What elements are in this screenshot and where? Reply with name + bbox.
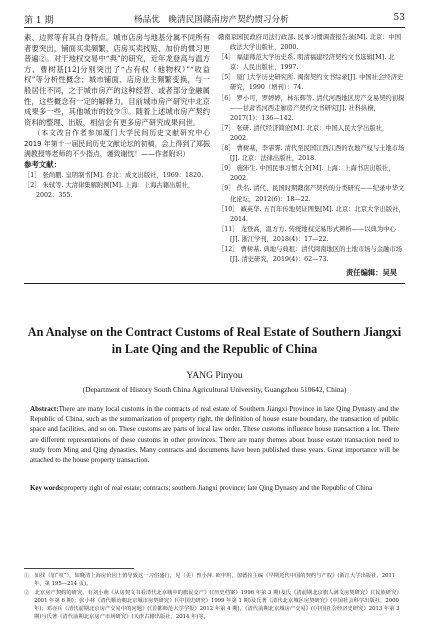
- reference-item: ［12］ 曹树基. 典地与典租：清代闽南地区的土地市场与金融市场[J]. 清史研究，2019(4)：62—73.: [218, 245, 403, 264]
- english-title: [24, 324, 405, 358]
- running-title: 杨品优 晚清民国赣南房产契约惯习分析: [134, 15, 289, 25]
- right-column: [218, 33, 405, 265]
- english-title-line: An Analyse on the Contract Customs of Real Estate of Southern Jiangxi: [27, 325, 402, 339]
- keywords-label: Key words:: [30, 484, 65, 492]
- reference-item: ［8］ 曹树基，李霏霁. 清代至民国江西江西的农地产权与土地市场[J]. 北京：法律出版社，2018.: [218, 145, 405, 163]
- left-column: [24, 33, 210, 201]
- section-divider: [24, 283, 405, 284]
- body-paragraph: 素、边界等有其自身特点。城市店房与地基分属不同所有者要突出，铺面买卖频繁，店房买卖找贴、加价的惯习更普遍②。对于地权交易中“典”的研究，近年龙登高与温方方、曹树基[12]分别突出了“占有权（他物权）”“收益权”等分析性概念；城市铺面、店房业主频繁变换，与一般居住不同，之于城市房产的这种经营、或者部分金融属性，这些概念有一定的解释力。目前城市房产研究中北京成果多一些，其他城市的较少③。随着上述城市房产契约资料的整理、出版，相信会有更多房产研究成果问世。: [24, 33, 210, 127]
- abstract-label: Abstract:: [30, 405, 59, 413]
- reference-item: ［11］ 龙登高，温方方. 传统地权交易形式辨析——以典为中心[J]. 浙江学刊，2018(4)：17—22.: [218, 225, 396, 243]
- reference-item: ［9］ 施沛生. 中国民事习惯大全[M]. 上海：上海书店出版社，2002.: [218, 165, 395, 183]
- reference-item: ［10］ 臧英华. 五百年传地契证图集[M]. 北京：北京大学出版社，2014.: [218, 205, 405, 223]
- english-affiliation: (Department of History South China Agricultural University, Guangzhou 510642, China): [82, 385, 347, 394]
- reference-item: ［2］ 朱轼等. 大清律集解附例[M]. 上海：上海古籍出版社，2002：355.: [24, 181, 195, 200]
- reference-item: ［1］ 张尚鹏. 皇明制书[M]. 台北：成文出版社，1969：1820.: [24, 171, 204, 179]
- author-note: （本文改自作者参加厦门大学民间历史文献研究中心 2019 年第十一届民间历史文献论坛的初稿，会上得到了郑振满教授等老师的不少指点，谨致谢忱！——作者附识）: [24, 129, 210, 158]
- footnote-rule: [24, 568, 134, 569]
- page-number: 53: [393, 13, 405, 23]
- reference-item: ［9］ 佚名. 清代、民国时期赣南产契约的分类研究——纪录中华文化论坛，2012(6)：18—22.: [218, 185, 405, 203]
- responsible-editor: 责任编辑：吴昊: [346, 268, 398, 277]
- reference-item: ［4］ 福建师范大学历史系. 明清福建经济契约文书选辑[M]. 北京：人民出版社，1997.: [218, 54, 395, 72]
- reference-item: ［7］ 张研. 清代经济简论[M]. 北京：中国人民大学出版社，2002.: [218, 124, 389, 142]
- english-keywords: [30, 483, 403, 493]
- keywords-text: property right of real estate; contracts; southern Jiangxi province; late Qing Dynasty and the Republic of China: [64, 484, 373, 492]
- issue-number: 第 1 期: [24, 16, 54, 26]
- english-title-line: in Late Qing and the Republic of China: [111, 342, 318, 356]
- footnote: ① 如找（加“叹”），如晚清上海房价因土值导致这一习俗盛行，见（美）曾小萍. 欧申坦，加德拉主编《早期近代中国的契约与产权》(浙江大学出版社，2011 年，第 195—214 页)。: [24, 573, 396, 588]
- english-author: YANG Pinyou: [186, 370, 243, 381]
- references-heading: 参考文献：: [24, 160, 61, 170]
- reference-item: 赣南京园民政府司法行政部. 民事习惯调查报告录[M]. 北京：中国政法大学出版社，2000.: [218, 34, 402, 52]
- abstract-text: There are many local customs in the contracts of real estate of Southern Jiangxi Province in late Qing Dynasty and the Republic of China, such as the summarization of property right, the definition of house estate boundary, the transaction of public space and facilities, and so on. These customs are parts of local law order. These customs influence house transaction a lot. There are different representations of these customs in other provinces. There are many themes about house estate transaction need to study from Ming and Qing dynasties. Many contracts and documents have been published these years. Great importance will be attached to the house property transaction.: [30, 405, 399, 465]
- running-header: [24, 13, 405, 28]
- reference-item: ［5］ 厦门大学历史研究所. 闽南契约文书综录[J]. 中国社会经济史研究，1990（增刊）：74.: [218, 74, 404, 92]
- reference-item: ［6］ 罗小可，罗婷婷，林东辉等. 清代河西地区房产交易契约初探——甘肃省河西走廊房产契约文书研究[J]. 社科纵横，2017(1)：136—142.: [218, 94, 405, 122]
- footnotes: [24, 572, 405, 622]
- english-abstract: [30, 404, 399, 465]
- footnote: ② 北京房产契约的研究，有刘小萌《从房契文书看清代北京城中的旗民交产》(《历史档案》1996 年第 3 期)及氏《清前期北京旗人满文房契研究》(《民族研究》2001 年第 6 期)；张小林《清代顺治朝北京城市房契研究》(《中国史研究》1999 年第 1 期)及氏著《清代北京城区房契研究》(中国社会科学出版社，2000 年)；邓亦兵《清代前期北京房产交易中的问题》(《首都师范大学学报》2012 年第 4 期)，《清代前期北京城房产交易》(《中国社会经济史研究》2013 年第 3 期)与氏著《清代前期北京房产市场研究》(天津古籍出版社，2014 年)等。: [24, 589, 402, 621]
